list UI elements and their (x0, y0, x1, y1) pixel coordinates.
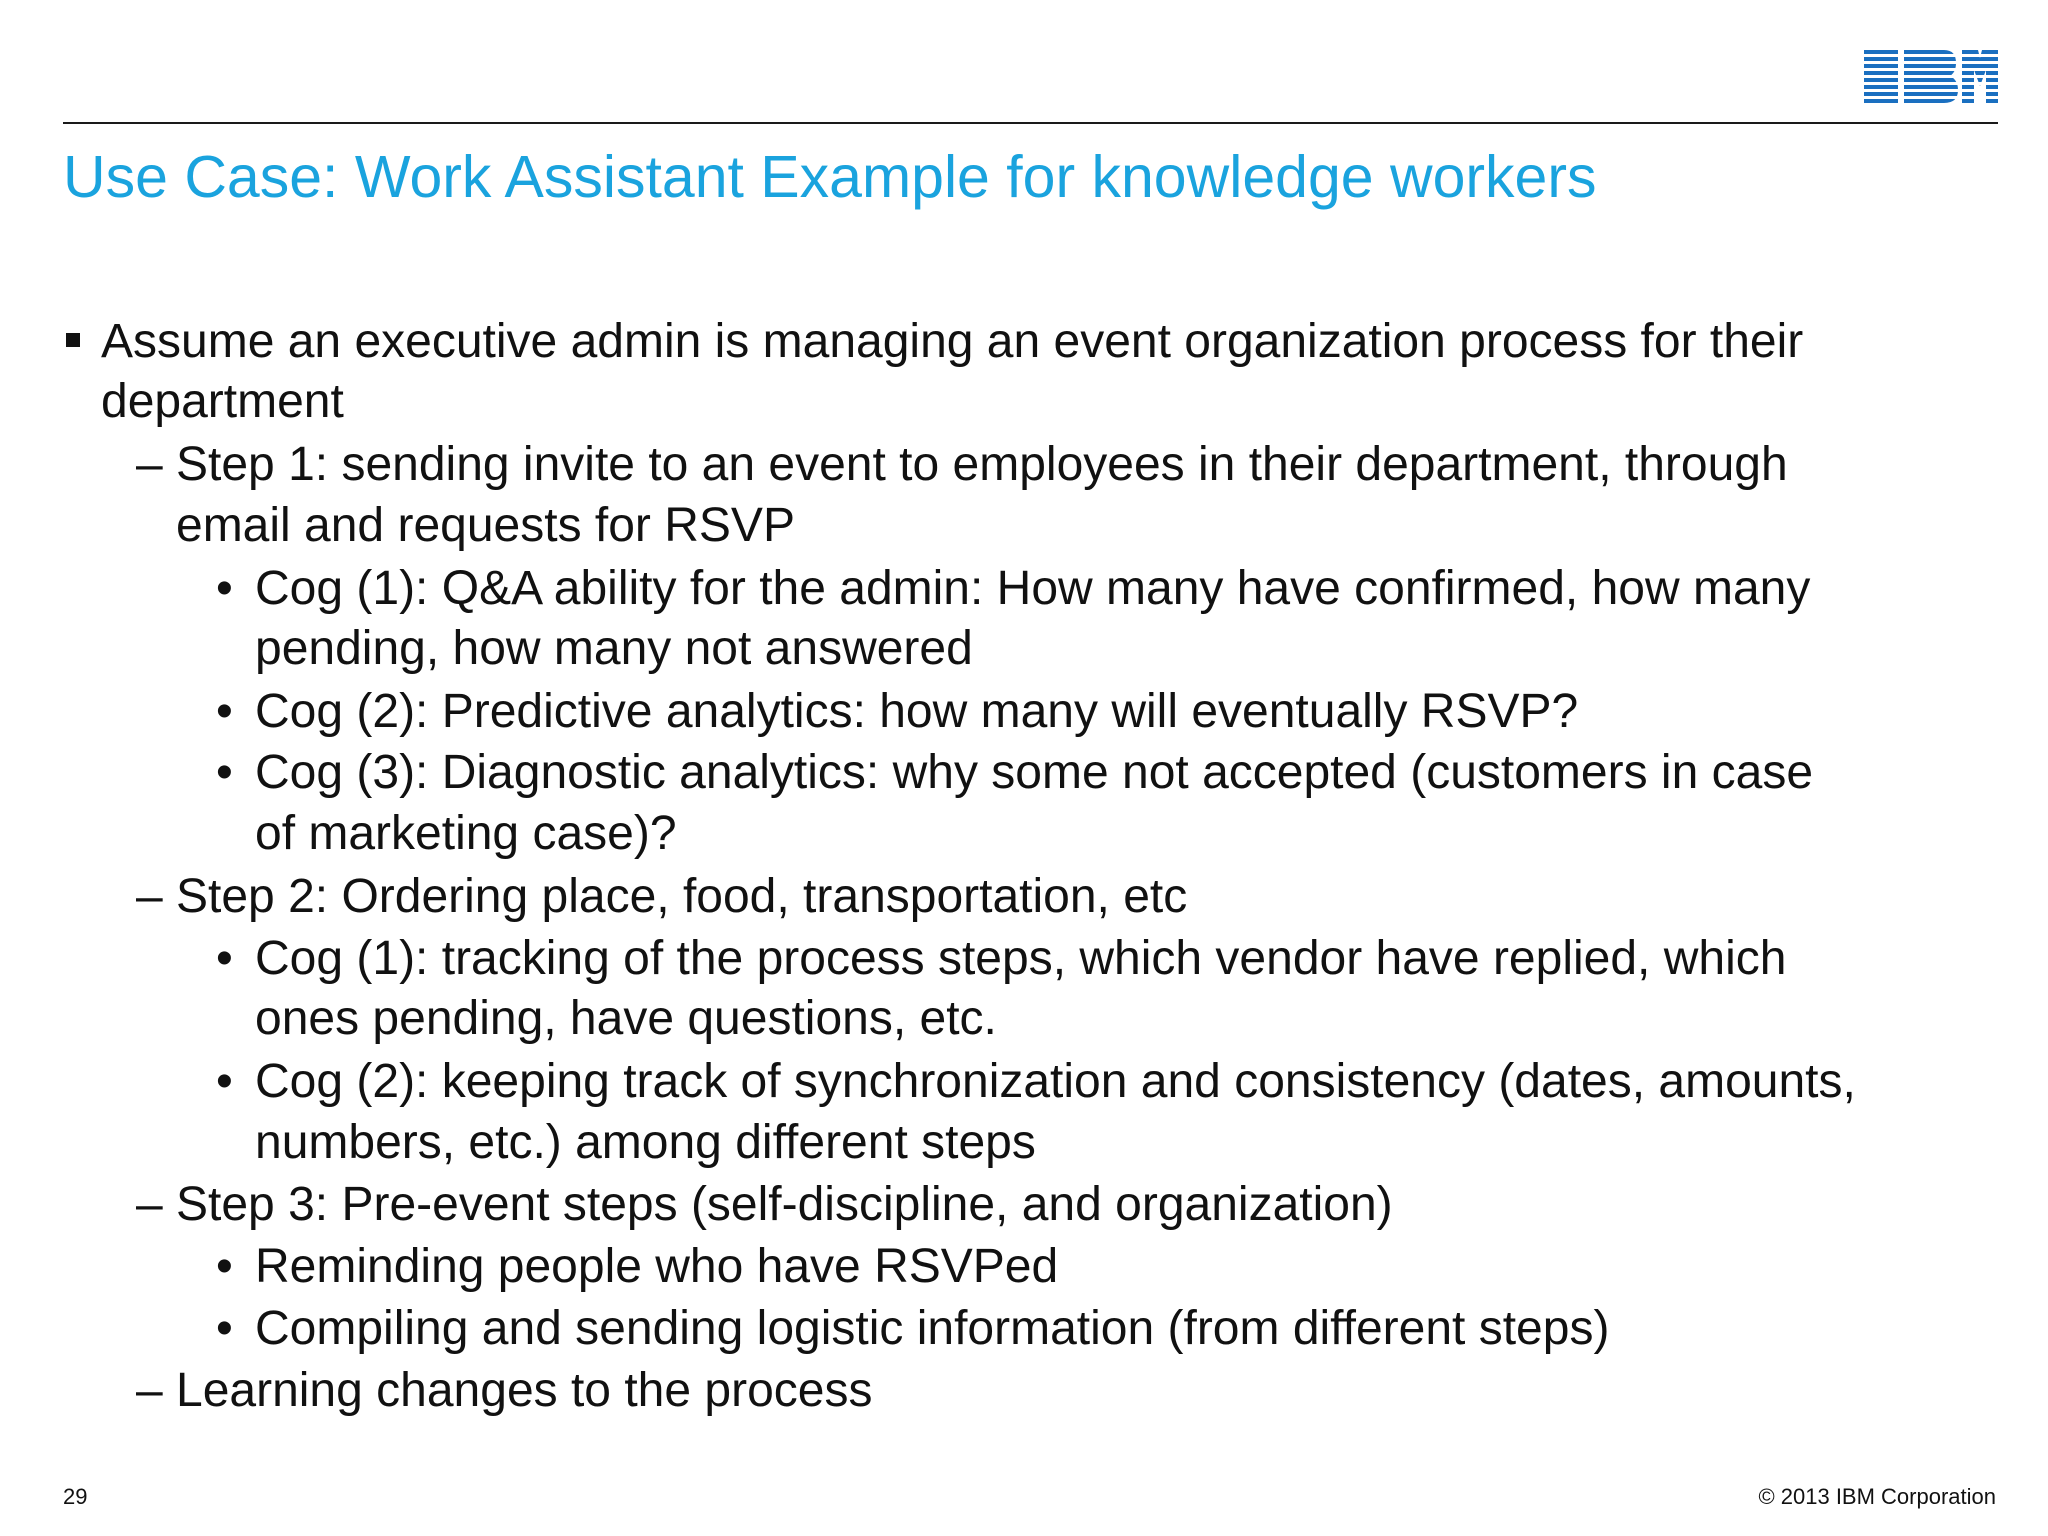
sub-bullet-line: Cog (2): Predictive analytics: how many will eventually RSVP? (255, 685, 1579, 738)
sub-bullet-line: Cog (2): keeping track of synchronization and consistency (dates, amounts, (255, 1055, 1856, 1108)
dot-bullet: • (216, 932, 233, 985)
dot-bullet: • (216, 1302, 233, 1355)
sub-bullet-line: Cog (1): Q&A ability for the admin: How many have confirmed, how many (255, 562, 1811, 615)
slide-title: Use Case: Work Assistant Example for knowledge workers (63, 144, 1597, 210)
sub-bullet-line: pending, how many not answered (255, 622, 973, 675)
dash-marker: – (136, 1178, 163, 1231)
step-line: Step 1: sending invite to an event to employees in their department, through (176, 438, 1788, 491)
sub-bullet-line: Cog (1): tracking of the process steps, which vendor have replied, which (255, 932, 1787, 985)
step-line: Step 3: Pre-event steps (self-discipline, and organization) (176, 1178, 1393, 1231)
sub-bullet-line: ones pending, have questions, etc. (255, 992, 997, 1045)
step-line: Learning changes to the process (176, 1364, 873, 1417)
dash-marker: – (136, 1364, 163, 1417)
dot-bullet: • (216, 1055, 233, 1108)
step-line: Step 2: Ordering place, food, transportation, etc (176, 870, 1188, 923)
bullet-line: Assume an executive admin is managing an event organization process for their (101, 315, 1804, 368)
bullet-line: department (101, 375, 344, 428)
page-number: 29 (63, 1484, 88, 1509)
dash-marker: – (136, 438, 163, 491)
dot-bullet: • (216, 685, 233, 738)
dot-bullet: • (216, 1240, 233, 1293)
sub-bullet-line: Cog (3): Diagnostic analytics: why some not accepted (customers in case (255, 746, 1814, 799)
sub-bullet-line: Compiling and sending logistic information (from different steps) (255, 1302, 1610, 1355)
step-line: email and requests for RSVP (176, 499, 795, 552)
square-bullet-icon (66, 333, 80, 347)
copyright-notice: © 2013 IBM Corporation (1758, 1484, 1996, 1509)
sub-bullet-line: Reminding people who have RSVPed (255, 1240, 1059, 1293)
sub-bullet-line: numbers, etc.) among different steps (255, 1116, 1036, 1169)
dot-bullet: • (216, 562, 233, 615)
dash-marker: – (136, 870, 163, 923)
sub-bullet-line: of marketing case)? (255, 807, 677, 860)
dot-bullet: • (216, 746, 233, 799)
